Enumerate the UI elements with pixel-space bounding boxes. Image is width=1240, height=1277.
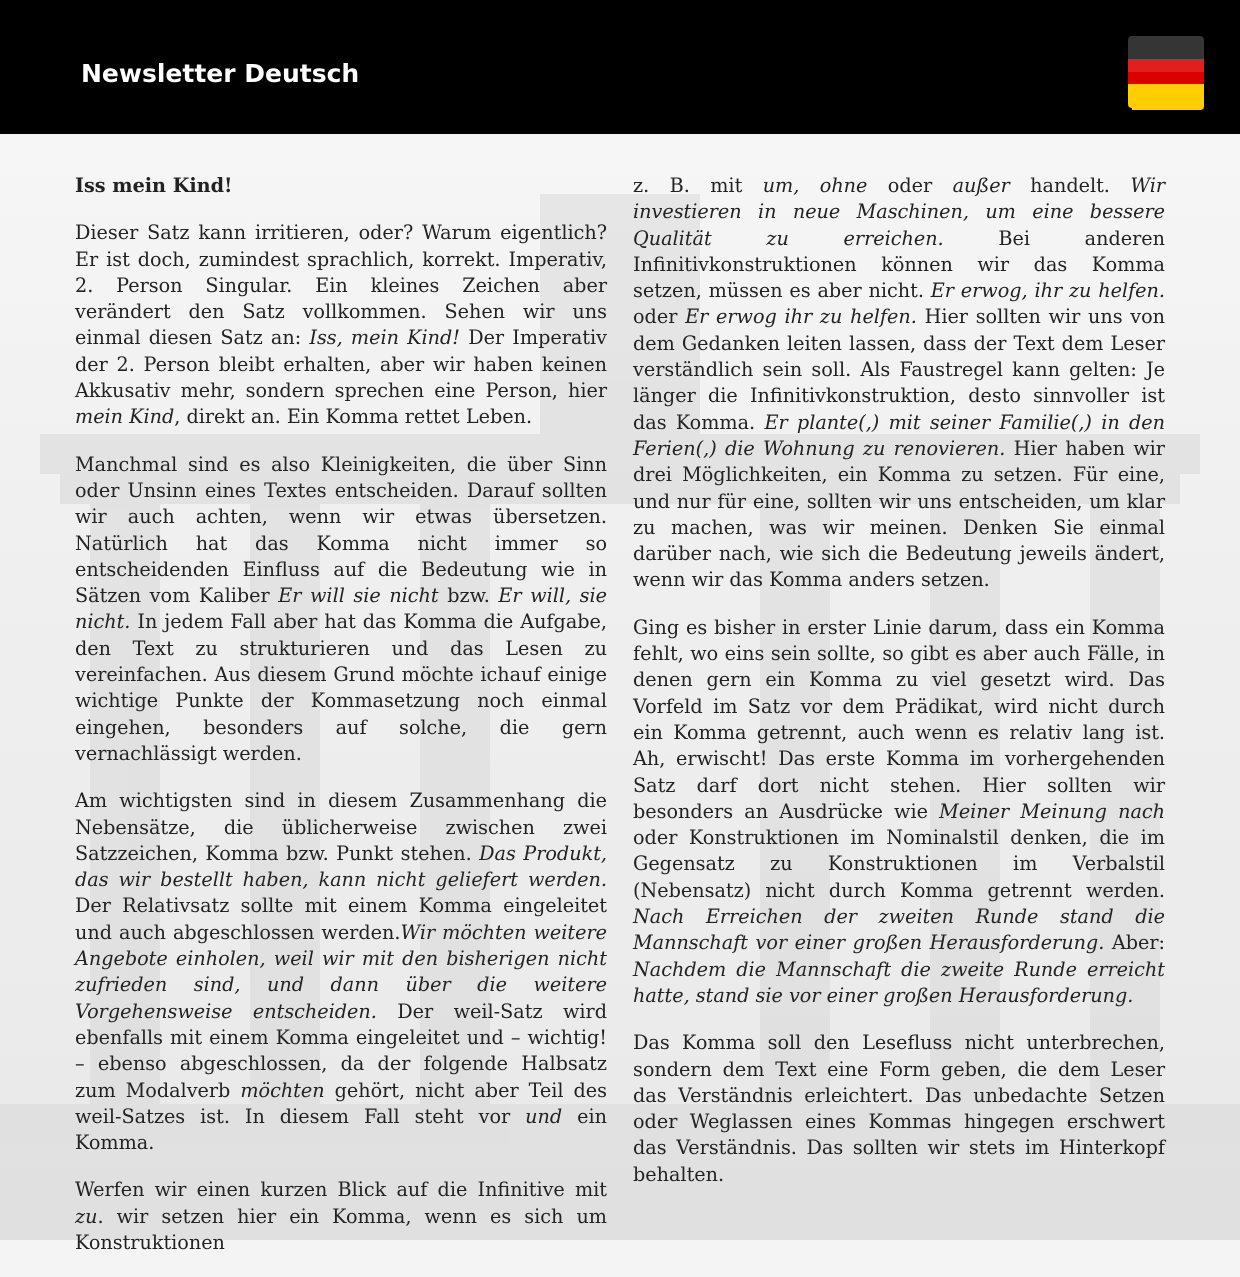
italic-example: außer	[952, 174, 1010, 197]
article-paragraph	[75, 220, 607, 430]
italic-example: zu	[75, 1204, 98, 1228]
italic-example: und	[525, 1104, 563, 1128]
text-run: Hier sollten wir uns von dem Gedanken leiten lassen, dass der Text dem Leser verständlich sein soll. Als Faustregel kann gelten: Je länger die Infinitivkonstruktion, desto sinnvoller ist das Komma.	[633, 305, 1166, 434]
article-column-left	[75, 173, 607, 1277]
text-run: Hier haben wir drei Möglichkeiten, ein Komma zu setzen. Für eine, und nur für eine, sollten wir uns entscheiden, um klar zu machen, was wir meinen. Denken Sie einmal darüber nach, wie sich die Bedeutung jeweils ändert, wenn wir das Komma anders setzen.	[633, 436, 1165, 592]
italic-example: Iss, mein Kind!	[309, 326, 460, 350]
italic-example: Er plante(,) mit seiner Familie(,) in den Ferien(,) die Wohnung zu renovieren.	[633, 410, 1165, 460]
page-title: Newsletter Deutsch	[81, 59, 360, 88]
text-run: , direkt an. Ein Komma rettet Leben.	[174, 405, 533, 429]
text-run: Ging es bisher in erster Linie darum, dass ein Komma fehlt, wo eins sein sollte, so gibt es aber auch Fälle, in denen gern ein Komma zu viel gesetzt wird. Das Vorfeld im Satz vor dem Prädikat, wird nicht durch ein Komma getrennt, auch wenn es relativ lang ist. Ah, erwischt! Das erste Komma im vorhergehenden Satz darf dort nicht stehen. Hier sollten wir besonders an Ausdrücke wie	[633, 615, 1165, 823]
text-run: Werfen wir einen kurzen Blick auf die Infinitive mit	[75, 1178, 607, 1202]
text-run: Der Imperativ der 2. Person bleibt erhalten, aber wir haben keinen Akkusativ mehr, sondern sprechen eine Person, hier	[75, 326, 607, 403]
text-run: oder	[867, 174, 953, 197]
italic-example: Nachdem die Mannschaft die zweite Runde erreicht hatte, stand sie vor einer großen Herausforderung.	[633, 957, 1165, 1007]
text-run: ein Komma.	[75, 1104, 607, 1155]
text-run: In jedem Fall aber hat das Komma die Aufgabe, den Text zu strukturieren und das Lesen zu vereinfachen. Aus diesem Grund möchte ichauf einige wichtige Punkte der Kommasetzung noch einmal eingehen, besonders auf solche, die gern vernachlässigt werden.	[75, 610, 607, 765]
italic-example: möchten	[240, 1078, 325, 1102]
italic-example: Er erwog ihr zu helfen.	[685, 305, 917, 329]
text-run: bzw.	[438, 584, 499, 608]
article-paragraph	[633, 1030, 1165, 1188]
text-run: oder Konstruktionen im Nominalstil denken, die im Gegensatz zu Konstruktionen im Verbalstil (Nebensatz) nicht durch Komma getrennt werden.	[633, 826, 1165, 902]
article-column-right	[633, 173, 1165, 1209]
article-paragraph	[75, 1177, 607, 1256]
italic-example: Er will sie nicht	[278, 584, 439, 608]
text-run: z. B. mit	[633, 174, 763, 197]
article-paragraph	[633, 615, 1165, 1009]
text-run: Aber:	[1104, 931, 1165, 955]
italic-example: Wir investieren in neue Maschinen, um eine bessere Qualität zu erreichen.	[633, 174, 1166, 250]
text-run: handelt.	[1009, 174, 1131, 197]
italic-example: Meiner Meinung nach	[939, 799, 1165, 823]
text-run: gehört, nicht aber Teil des weil-Satzes ist. In diesem Fall steht vor	[75, 1078, 607, 1128]
text-run: Dieser Satz kann irritieren, oder? Warum eigentlich? Er ist doch, zumindest sprachlich, korrekt. Imperativ, 2. Person Singular. Ein kleines Zeichen aber verändert den Satz vollkommen. Sehen wir uns einmal diesen Satz an:	[75, 221, 607, 350]
germany-flag-icon	[1128, 34, 1204, 110]
header-bar	[0, 0, 1240, 134]
italic-example: Das Produkt, das wir bestellt haben, kann nicht geliefert werden.	[75, 841, 608, 892]
article-paragraph	[633, 173, 1165, 594]
article-paragraph	[75, 452, 607, 768]
article-heading: Iss mein Kind!	[75, 174, 233, 197]
italic-example: Wir möchten weitere Angebote einholen, weil wir mit den bisherigen nicht zufrieden sind, und dann über die weitere Vorgehensweise entscheiden.	[75, 920, 607, 1023]
text-run: Am wichtigsten sind in diesem Zusammenhang die Nebensätze, die üblicherweise zwischen zwei Satzzeichen, Komma bzw. Punkt stehen.	[75, 789, 607, 865]
text-run: Bei anderen Infinitivkonstruktionen können wir das Komma setzen, müssen es aber nicht.	[633, 226, 1165, 303]
text-run: . wir setzen hier ein Komma, wenn es sich um Konstruktionen	[75, 1204, 607, 1254]
italic-example: um, ohne	[762, 174, 868, 197]
text-run: oder	[633, 305, 686, 329]
italic-example: Nach Erreichen der zweiten Runde stand die Mannschaft vor einer großen Herausforderung.	[633, 905, 1165, 955]
italic-example: Er will, sie nicht.	[75, 584, 607, 634]
text-run: Manchmal sind es also Kleinigkeiten, die über Sinn oder Unsinn eines Textes entscheiden. Darauf sollten wir auch achten, wenn wir etwas übersetzen. Natürlich hat das Komma nicht immer so entscheidenden Einfluss auf die Bedeutung wie in Sätzen vom Kaliber	[75, 452, 607, 608]
article-paragraph	[75, 788, 607, 1156]
italic-example: mein Kind	[75, 405, 175, 429]
text-run: Der Relativsatz sollte mit einem Komma eingeleitet und auch abgeschlossen werden.	[75, 894, 607, 944]
text-run: Das Komma soll den Lesefluss nicht unterbrechen, sondern dem Text eine Form geben, die dem Leser das Verständnis erleichtert. Das unbedachte Setzen oder Weglassen eines Kommas hingegen erschwert das Verständnis. Das sollten wir stets im Hinterkopf behalten.	[633, 1031, 1165, 1186]
text-run: Der weil-Satz wird ebenfalls mit einem Komma eingeleitet und – wichtig! – ebenso abgeschlossen, da der folgende Halbsatz zum Modalverb	[75, 999, 607, 1102]
italic-example: Er erwog, ihr zu helfen.	[930, 279, 1165, 303]
